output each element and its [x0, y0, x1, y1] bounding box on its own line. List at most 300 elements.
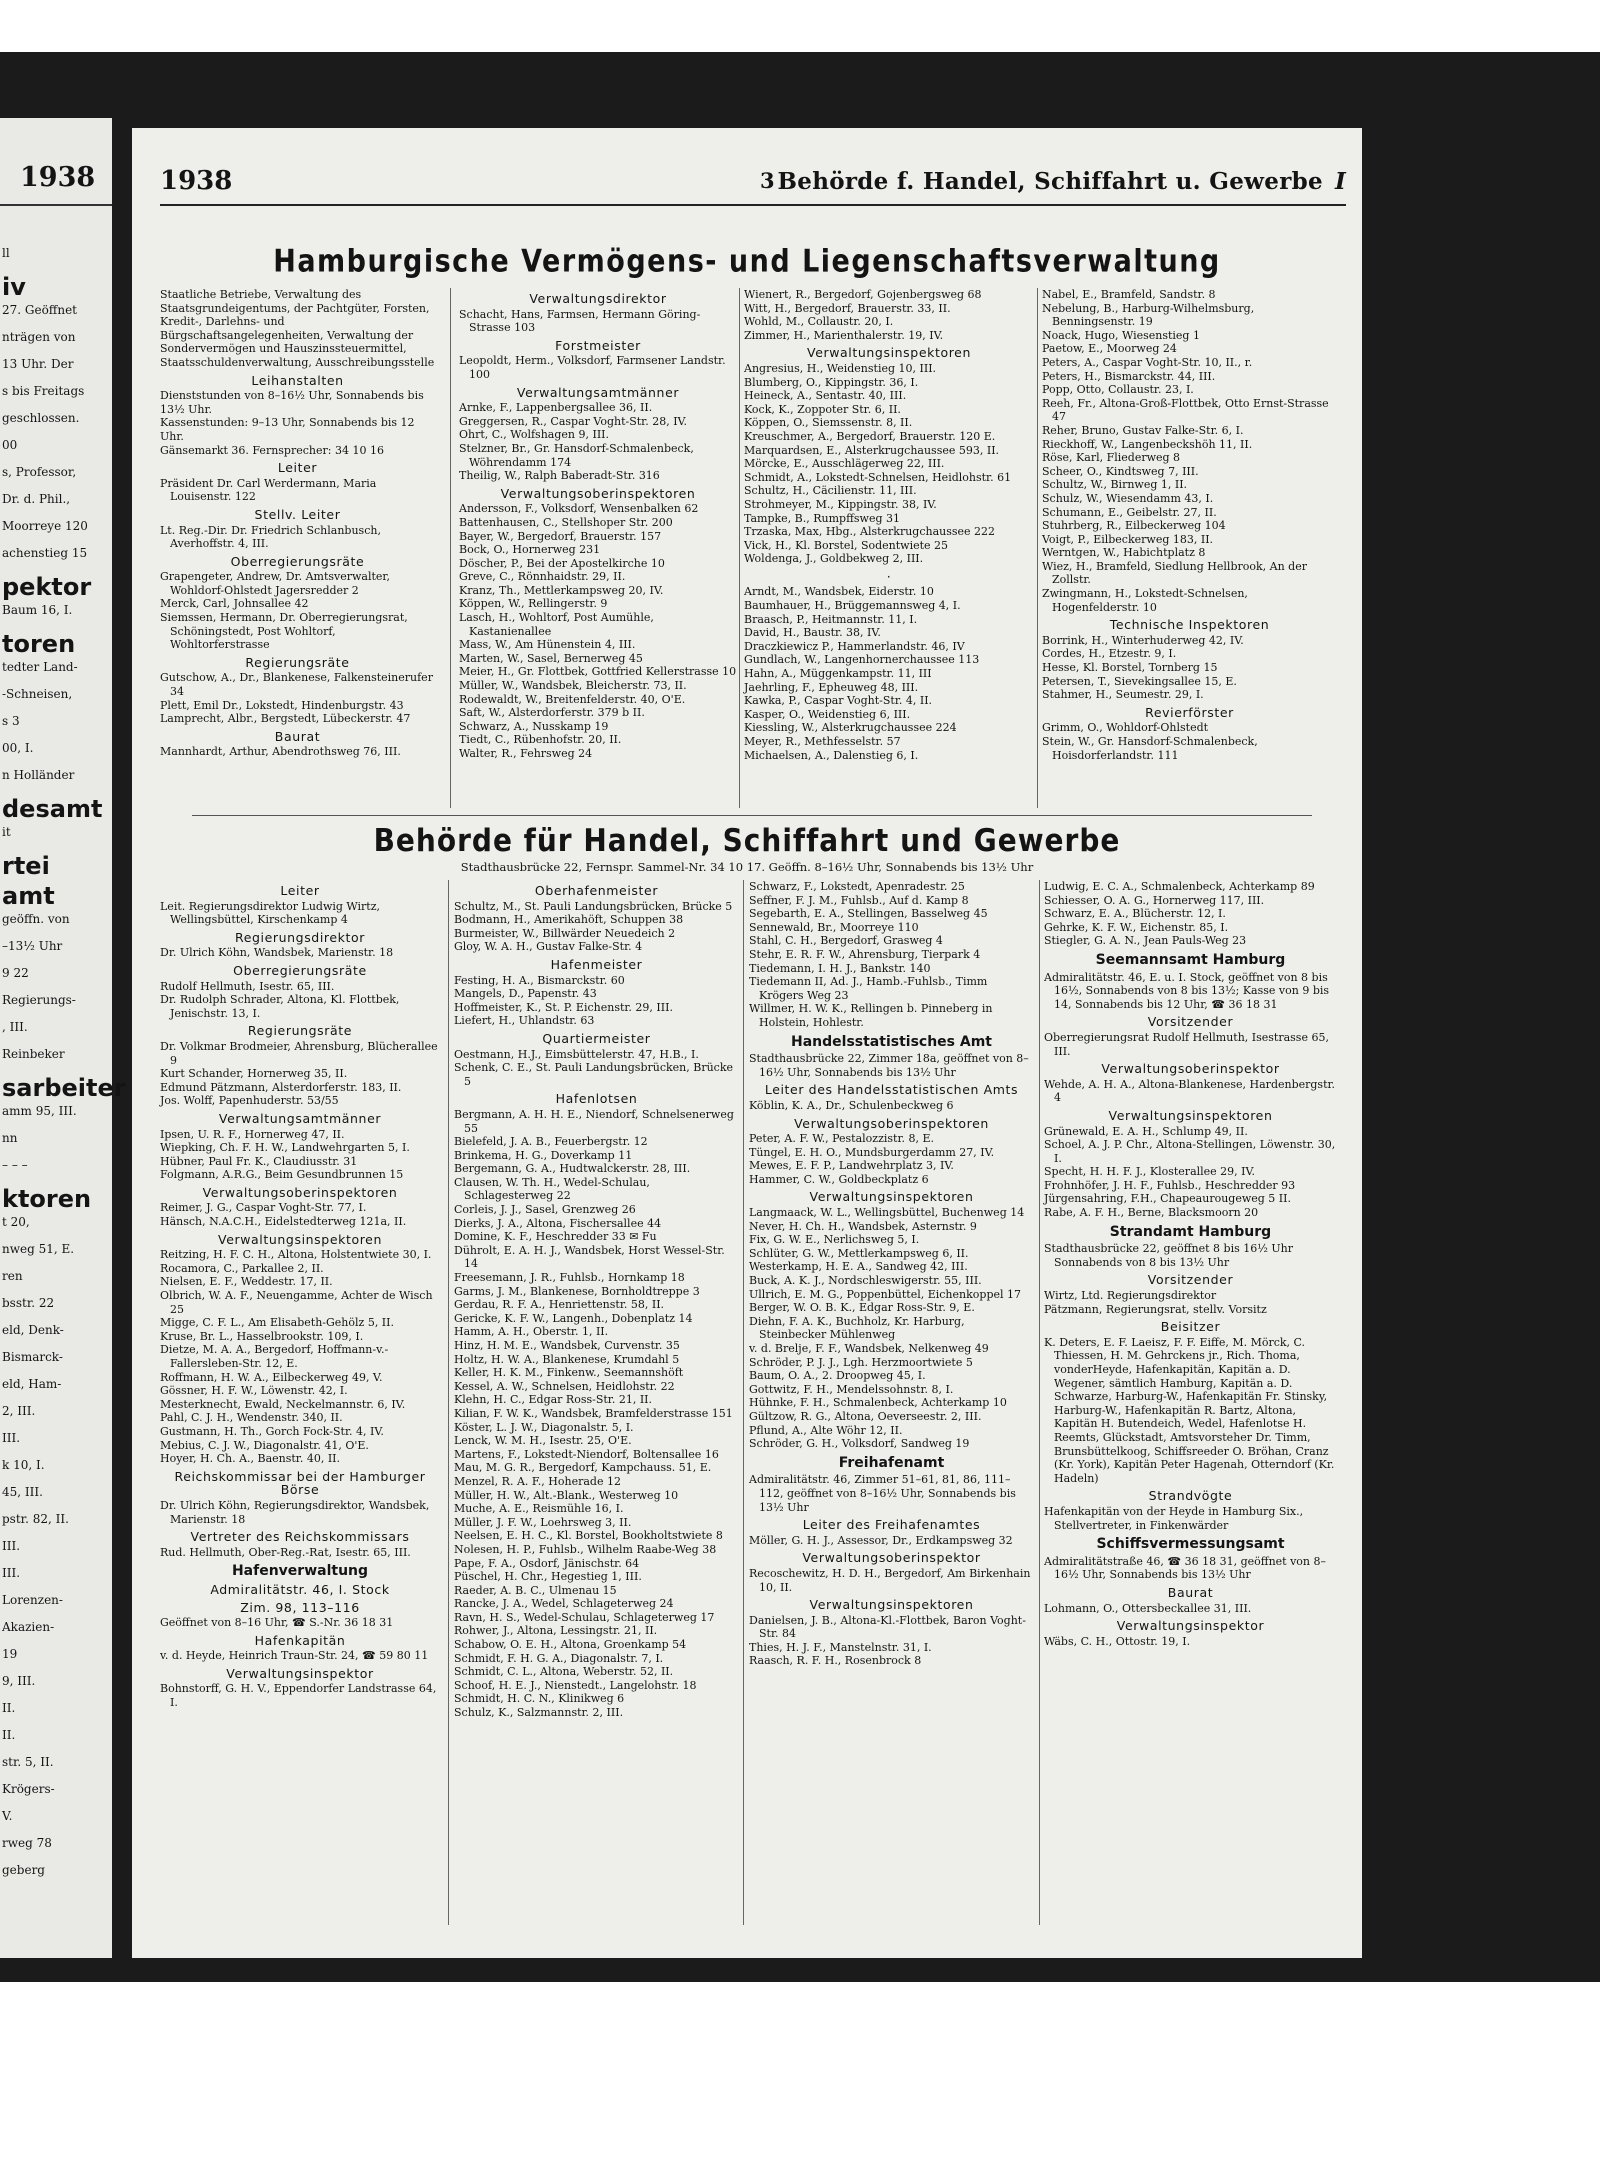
- directory-entry: Hesse, Kl. Borstel, Tornberg 15: [1042, 661, 1218, 675]
- section1-column-1: [160, 288, 435, 808]
- previous-page-fragment: Moorreye 120: [2, 519, 88, 533]
- section-heading: Revierförster: [1145, 704, 1234, 720]
- directory-entry: Wiepking, Ch. F. H. W., Landwehrgarten 5, I.: [160, 1141, 410, 1155]
- previous-page-fragment: geberg: [2, 1863, 45, 1877]
- directory-entry: Rud. Hellmuth, Ober-Reg.-Rat, Isestr. 65, III.: [160, 1545, 411, 1559]
- section-heading: Stellv. Leiter: [254, 506, 341, 522]
- directory-entry: Edmund Pätzmann, Alsterdorferstr. 183, II.: [160, 1080, 402, 1094]
- directory-entry: Wäbs, C. H., Ottostr. 19, I.: [1044, 1634, 1191, 1648]
- section-heading: Verwaltungsinspektoren: [809, 1597, 974, 1613]
- previous-page-fragment: nweg 51, E.: [2, 1242, 75, 1256]
- directory-entry: Ohrt, C., Wolfshagen 9, III.: [459, 428, 610, 442]
- directory-entry: Cordes, H., Etzestr. 9, I.: [1042, 647, 1177, 661]
- directory-entry: Never, H. Ch. H., Wandsbek, Asternstr. 9: [749, 1219, 977, 1233]
- directory-entry: Domine, K. F., Heschredder 33 ✉ Fu: [454, 1230, 657, 1244]
- directory-entry: Hübner, Paul Fr. K., Claudiusstr. 31: [160, 1154, 358, 1168]
- directory-entry: Stadthausbrücke 22, geöffnet 8 bis 16½ Uhr Sonnabends von 8 bis 13½ Uhr: [1044, 1242, 1294, 1269]
- directory-entry: Reitzing, H. F. C. H., Altona, Holstentwiete 30, I.: [160, 1248, 432, 1262]
- previous-page-fragment: geschlossen.: [2, 411, 80, 425]
- running-title: [778, 168, 1346, 195]
- section-heading: Regierungsräte: [247, 1023, 353, 1039]
- directory-entry: v. d. Brelje, F. F., Wandsbek, Nelkenweg 49: [749, 1342, 989, 1355]
- directory-entry: Stein, W., Gr. Hansdorf-Schmalenbeck, Hoisdorferlandstr. 111: [1042, 735, 1258, 762]
- previous-page-fragment: ktoren: [2, 1185, 92, 1213]
- directory-entry: Schröder, P. J. J., Lgh. Herzmoortwiete 5: [749, 1355, 973, 1369]
- directory-entry: Hahn, A., Müggenkampstr. 11, III: [744, 667, 932, 681]
- directory-entry: Rohwer, J., Altona, Lessingstr. 21, II.: [454, 1624, 658, 1638]
- section-heading: Hafenverwaltung: [231, 1563, 369, 1580]
- directory-entry: Geöffnet von 8–16 Uhr, ☎ S.-Nr. 36 18 31: [160, 1616, 394, 1630]
- directory-entry: Meyer, R., Methfesselstr. 57: [744, 735, 901, 748]
- directory-entry: Schacht, Hans, Farmsen, Hermann Göring-Strasse 103: [459, 307, 701, 335]
- directory-entry: Bielefeld, J. A. B., Feuerbergstr. 12: [454, 1135, 648, 1149]
- directory-entry: Zwingmann, H., Lokstedt-Schnelsen, Hogenfelderstr. 10: [1042, 587, 1248, 614]
- directory-entry: Schenk, C. E., St. Pauli Landungsbrücken, Brücke 5: [454, 1061, 734, 1088]
- column-divider: [448, 880, 449, 1925]
- directory-entry: Stiegler, G. A. N., Jean Pauls-Weg 23: [1044, 934, 1247, 948]
- directory-entry: Mangels, D., Papenstr. 43: [454, 987, 597, 1001]
- directory-entry: Schultz, H., Cäcilienstr. 11, III.: [744, 484, 917, 498]
- section-heading: Verwaltungsoberinspektoren: [794, 1115, 989, 1131]
- section-heading: Schiffsvermessungsamt: [1096, 1536, 1285, 1553]
- previous-page-fragment: 27. Geöffnet: [2, 303, 77, 317]
- previous-page-fragment: desamt: [2, 795, 103, 823]
- previous-page-fragment: 45, III.: [2, 1485, 43, 1499]
- section-heading: Quartiermeister: [542, 1030, 651, 1046]
- running-header: [160, 166, 1346, 200]
- directory-entry: Pape, F. A., Osdorf, Jänischstr. 64: [454, 1556, 640, 1570]
- previous-page-fragment: sarbeiter: [2, 1074, 126, 1102]
- previous-page-fragment: , III.: [2, 1020, 28, 1034]
- directory-entry: Meier, H., Gr. Flottbek, Gottfried Kellerstrasse 10: [459, 665, 737, 679]
- directory-entry: Dietze, M. A. A., Bergedorf, Hoffmann-v.-Fallersleben-Str. 12, E.: [160, 1343, 389, 1370]
- directory-entry: Schoel, A. J. P. Chr., Altona-Stellingen, Löwenstr. 30, I.: [1044, 1138, 1336, 1165]
- previous-page-fragment: Baum 16, I.: [2, 603, 73, 617]
- section2-column-2: [454, 880, 739, 1925]
- directory-entry: Kessel, A. W., Schnelsen, Heidlohstr. 22: [454, 1379, 675, 1393]
- directory-entry: Mörcke, E., Ausschlägerweg 22, III.: [744, 457, 945, 471]
- directory-entry: Grimm, O., Wohldorf-Ohlstedt: [1042, 721, 1209, 735]
- section-heading: Admiralitätstr. 46, I. Stock: [210, 1581, 390, 1597]
- section-heading: Beisitzer: [1160, 1319, 1221, 1335]
- directory-entry: Raeder, A. B. C., Ulmenau 15: [454, 1583, 617, 1597]
- directory-entry: Keller, H. K. M., Finkenw., Seemannshöft: [454, 1366, 684, 1380]
- section-heading: Regierungsdirektor: [234, 929, 366, 945]
- directory-entry: Stuhrberg, R., Eilbeckerweg 104: [1042, 519, 1226, 533]
- directory-entry: Gutschow, A., Dr., Blankenese, Falkensteinerufer 34: [160, 671, 433, 699]
- previous-page-fragment: bsstr. 22: [2, 1296, 55, 1310]
- directory-entry: Migge, C. F. L., Am Elisabeth-Gehölz 5, II.: [160, 1316, 394, 1330]
- section-heading: Verwaltungsinspektoren: [1108, 1107, 1273, 1123]
- directory-entry: Freesemann, J. R., Fuhlsb., Hornkamp 18: [454, 1271, 685, 1285]
- column-divider: [450, 288, 451, 808]
- directory-entry: Wirtz, Ltd. Regierungsdirektor: [1044, 1289, 1217, 1303]
- directory-entry: Lamprecht, Albr., Bergstedt, Lübeckerstr. 47: [160, 712, 411, 726]
- section-heading: Seemannsamt Hamburg: [1095, 951, 1286, 968]
- directory-entry: Gerdau, R. F. A., Henriettenstr. 58, II.: [454, 1298, 665, 1312]
- directory-entry: Ipsen, U. R. F., Hornerweg 47, II.: [160, 1127, 345, 1141]
- directory-entry: Strohmeyer, M., Kippingstr. 38, IV.: [744, 497, 937, 511]
- directory-entry: Hänsch, N.A.C.H., Eidelstedterweg 121a, II.: [160, 1215, 407, 1229]
- section-heading: Vorsitzender: [1147, 1272, 1234, 1288]
- directory-entry: Klehn, H. C., Edgar Ross-Str. 21, II.: [454, 1393, 653, 1407]
- previous-page-fragment: nträgen von: [2, 330, 76, 344]
- directory-entry: Roffmann, H. W. A., Eilbeckerweg 49, V.: [160, 1370, 383, 1384]
- directory-entry: Kurt Schander, Hornerweg 35, II.: [160, 1067, 348, 1081]
- directory-entry: Ullrich, E. M. G., Poppenbüttel, Eichenkoppel 17: [749, 1287, 1022, 1301]
- section-heading: Leiter des Handelsstatistischen Amts: [764, 1082, 1019, 1098]
- directory-entry: Möller, G. H. J., Assessor, Dr., Erdkampsweg 32: [749, 1533, 1013, 1547]
- directory-entry: Rabe, A. F. H., Berne, Blacksmoorn 20: [1044, 1206, 1259, 1220]
- directory-entry: Folgmann, A.R.G., Beim Gesundbrunnen 15: [160, 1168, 404, 1182]
- directory-entry: Olbrich, W. A. F., Neuengamme, Achter de Wisch 25: [160, 1289, 433, 1316]
- directory-entry: Müller, W., Wandsbek, Bleicherstr. 73, II.: [459, 679, 687, 693]
- directory-entry: Pätzmann, Regierungsrat, stellv. Vorsitz: [1044, 1302, 1267, 1316]
- previous-page-fragment: Lorenzen-: [2, 1593, 63, 1607]
- directory-entry: Michaelsen, A., Dalenstieg 6, I.: [744, 748, 919, 762]
- directory-entry: K. Deters, E. F. Laeisz, F. F. Eiffe, M. Mörck, C. Thiessen, H. M. Gehrckens jr., Rich. Thoma, vonderHeyde, Hafenkapitän, Kapitän a. D. Wegener, sämtlich Hamburg, Kapitän a. D. Schwarze, Harburg-W., Hafenkapitän Fr. Stinsky, Harburg-W., Hafenkapitän R. Bartz, Altona, Kapitän H. Butendeich, Wedel, Hafenlotse H. Reemts, Glückstadt, Amtsvorsteher Dr. Timm, Brunsbüttelkoog, Schiffsreeder O. Bröhan, Cranz (Kr. York), Kapitän Peter Hagenah, Otterndorf (Kr. Hadeln): [1044, 1335, 1335, 1485]
- directory-entry: Nolesen, H. P., Fuhlsb., Wilhelm Raabe-Weg 38: [454, 1542, 717, 1556]
- previous-page-rule: [0, 204, 112, 206]
- section-divider: [192, 815, 1312, 816]
- directory-entry: Westerkamp, H. E. A., Sandweg 42, III.: [749, 1260, 968, 1274]
- directory-entry: Muche, A. E., Reismühle 16, I.: [454, 1502, 624, 1516]
- directory-entry: Festing, H. A., Bismarckstr. 60: [454, 973, 625, 987]
- section-heading: Leihanstalten: [251, 372, 344, 388]
- directory-entry: Arnke, F., Lappenbergsallee 36, II.: [459, 401, 653, 415]
- previous-page-fragment: ren: [2, 1269, 23, 1283]
- directory-entry: Specht, H. H. F. J., Klosterallee 29, IV.: [1044, 1165, 1256, 1179]
- directory-entry: Hammer, C. W., Goldbeckplatz 6: [749, 1172, 929, 1186]
- directory-entry: Kawka, P., Caspar Voght-Str. 4, II.: [744, 694, 933, 708]
- previous-page-fragment: achenstieg 15: [2, 546, 88, 560]
- directory-entry: Siemssen, Hermann, Dr. Oberregierungsrat, Schöningstedt, Post Wohltorf, Wohltorferstrasse: [160, 611, 408, 652]
- directory-entry: Baum, O. A., 2. Droopweg 45, I.: [749, 1369, 926, 1383]
- section-heading: Verwaltungsinspektor: [1116, 1618, 1265, 1634]
- directory-entry: Blumberg, O., Kippingstr. 36, I.: [744, 375, 919, 389]
- section-heading: Forstmeister: [555, 337, 641, 353]
- directory-entry: Tiedt, C., Rübenhofstr. 20, II.: [459, 733, 622, 747]
- directory-entry: Borrink, H., Winterhuderweg 42, IV.: [1042, 633, 1244, 647]
- directory-entry: Bayer, W., Bergedorf, Brauerstr. 157: [459, 529, 662, 543]
- directory-entry: Buck, A. K. J., Nordschleswigerstr. 55, III.: [749, 1274, 982, 1288]
- section-heading: Hafenmeister: [550, 956, 643, 972]
- previous-page-fragment: geöffn. von: [2, 912, 70, 926]
- directory-entry: Kasper, O., Weidenstieg 6, III.: [744, 707, 911, 721]
- section-heading: Reichskommissar bei der Hamburger Börse: [174, 1468, 426, 1498]
- previous-page-fragment: rweg 78: [2, 1836, 52, 1850]
- directory-entry: Greggersen, R., Caspar Voght-Str. 28, IV.: [459, 414, 688, 428]
- section-heading: Technische Inspektoren: [1109, 617, 1270, 633]
- directory-entry: Kreuschmer, A., Bergedorf, Brauerstr. 120 E.: [744, 429, 996, 443]
- directory-entry: Schumann, E., Geibelstr. 27, II.: [1042, 505, 1217, 519]
- section-heading: Verwaltungsoberinspektor: [1101, 1061, 1280, 1077]
- previous-page-fragment: Reinbeker: [2, 1047, 65, 1061]
- section-heading: Verwaltungsinspektoren: [218, 1231, 382, 1247]
- directory-entry: Wienert, R., Bergedorf, Gojenbergsweg 68: [744, 288, 982, 301]
- previous-page-fragment: –13½ Uhr: [2, 939, 63, 953]
- directory-entry: Witt, H., Bergedorf, Brauerstr. 33, II.: [744, 301, 951, 315]
- directory-entry: Walter, R., Fehrsweg 24: [459, 747, 593, 760]
- directory-entry: Schwarz, E. A., Blücherstr. 12, I.: [1044, 907, 1226, 921]
- document-page: [132, 128, 1362, 1958]
- section-heading: Zim. 98, 113–116: [240, 1599, 360, 1615]
- directory-entry: Trzaska, Max, Hbg., Alsterkrugchaussee 222: [744, 525, 996, 539]
- previous-page-fragment: rtei: [2, 852, 50, 880]
- directory-entry: Paetow, E., Moorweg 24: [1042, 342, 1177, 356]
- directory-entry: Hoffmeister, K., St. P. Eichenstr. 29, III.: [454, 1000, 673, 1014]
- directory-entry: Langmaack, W. L., Wellingsbüttel, Buchenweg 14: [749, 1206, 1025, 1220]
- directory-entry: Bohnstorff, G. H. V., Eppendorfer Landstrasse 64, I.: [160, 1682, 437, 1710]
- directory-entry: Vick, H., Kl. Borstel, Sodentwiete 25: [744, 538, 949, 552]
- directory-entry: Diehn, F. A. K., Buchholz, Kr. Harburg, Steinbecker Mühlenweg: [749, 1314, 965, 1342]
- directory-entry: Kruse, Br. L., Hasselbrookstr. 109, I.: [160, 1329, 364, 1343]
- directory-entry: Jürgensahring, F.H., Chapeaurougeweg 5 II.: [1044, 1192, 1291, 1206]
- section-heading: Leiter: [280, 883, 320, 898]
- directory-entry: Oberregierungsrat Rudolf Hellmuth, Isestrasse 65, III.: [1044, 1030, 1329, 1058]
- directory-entry: Liefert, H., Uhlandstr. 63: [454, 1014, 595, 1028]
- section-heading: Oberregierungsräte: [233, 962, 367, 978]
- directory-entry: Lohmann, O., Ottersbeckallee 31, III.: [1044, 1601, 1252, 1615]
- section-heading: Verwaltungsoberinspektoren: [202, 1184, 398, 1200]
- section-heading: Baurat: [1167, 1584, 1214, 1600]
- section-heading: Verwaltungsamtmänner: [218, 1110, 382, 1126]
- directory-entry: Bergemann, G. A., Hudtwalckerstr. 28, III.: [454, 1162, 691, 1176]
- directory-entry: Reimer, J. G., Caspar Voght-Str. 77, I.: [160, 1201, 367, 1215]
- section-heading: Strandamt Hamburg: [1109, 1223, 1272, 1240]
- directory-entry: Bodmann, H., Amerikahöft, Schuppen 38: [454, 913, 684, 927]
- directory-entry: Rodewaldt, W., Breitenfelderstr. 40, O'E.: [459, 692, 686, 706]
- directory-entry: Schwarz, F., Lokstedt, Apenradestr. 25: [749, 880, 965, 893]
- previous-page-fragment: iv: [2, 273, 26, 301]
- directory-entry: Reeh, Fr., Altona-Groß-Flottbek, Otto Ernst-Strasse 47: [1042, 396, 1329, 424]
- directory-entry: Oestmann, H.J., Eimsbüttelerstr. 47, H.B., I.: [454, 1047, 699, 1061]
- directory-entry: Püschel, H. Chr., Hegestieg 1, III.: [454, 1570, 642, 1584]
- directory-entry: Schröder, G. H., Volksdorf, Sandweg 19: [749, 1437, 970, 1451]
- directory-entry: Ravn, H. S., Wedel-Schulau, Schlageterweg 17: [454, 1610, 715, 1624]
- previous-page-fragment: III.: [2, 1566, 21, 1580]
- directory-entry: David, H., Baustr. 38, IV.: [744, 626, 881, 640]
- section-heading: Verwaltungsamtmänner: [516, 384, 680, 400]
- directory-entry: Tiedemann, I. H. J., Bankstr. 140: [749, 961, 931, 975]
- directory-entry: Admiralitätstr. 46, Zimmer 51–61, 81, 86, 111–112, geöffnet von 8–16½ Uhr, Sonnabends bis 13½ Uhr: [749, 1473, 1016, 1514]
- directory-entry: Hamm, A. H., Oberstr. 1, II.: [454, 1325, 609, 1339]
- previous-page-fragment: 19: [2, 1647, 18, 1661]
- previous-page-fragment: Dr. d. Phil.,: [2, 492, 71, 506]
- directory-entry: Noack, Hugo, Wiesenstieg 1: [1042, 328, 1200, 342]
- directory-entry: Theilig, W., Ralph Baberadt-Str. 316: [459, 469, 660, 483]
- directory-entry: Gössner, H. F. W., Löwenstr. 42, I.: [160, 1384, 348, 1398]
- directory-entry: Lt. Reg.-Dir. Dr. Friedrich Schlanbusch, Averhoffstr. 4, III.: [160, 523, 381, 551]
- header-rule: [160, 204, 1346, 206]
- previous-page-fragment: amm 95, III.: [2, 1104, 77, 1118]
- directory-entry: Voigt, P., Eilbeckerweg 183, II.: [1042, 532, 1214, 546]
- section-heading: Leiter des Freihafenamtes: [802, 1517, 981, 1533]
- directory-entry: Martens, F., Lokstedt-Niendorf, Boltensallee 16: [454, 1447, 719, 1461]
- directory-entry: Baumhauer, H., Brüggemannsweg 4, I.: [744, 599, 961, 613]
- directory-entry: Stadthausbrücke 22, Zimmer 18a, geöffnet von 8–16½ Uhr, Sonnabends bis 13½ Uhr: [749, 1052, 1029, 1079]
- directory-entry: Bock, O., Hornerweg 231: [459, 543, 601, 557]
- directory-entry: Müller, J. F. W., Loehrsweg 3, II.: [454, 1515, 632, 1529]
- section2-column-4: [1044, 880, 1337, 1925]
- directory-entry: Hafenkapitän von der Heyde in Hamburg Six., Stellvertreter, in Finkenwärder: [1044, 1504, 1304, 1532]
- directory-entry: Mebius, C. J. W., Diagonalstr. 41, O'E.: [160, 1438, 369, 1452]
- directory-entry: Köppen, O., Siemssenstr. 8, II.: [744, 416, 913, 430]
- section-heading: Handelsstatistisches Amt: [791, 1033, 992, 1050]
- directory-entry: Lenck, W. M. H., Isestr. 25, O'E.: [454, 1434, 632, 1448]
- directory-entry: Tüngel, E. H. O., Mundsburgerdamm 27, IV.: [749, 1145, 995, 1159]
- directory-entry: Schwarz, A., Nusskamp 19: [459, 719, 609, 733]
- section1-column-2: [459, 288, 737, 808]
- previous-page-fragment: III.: [2, 1431, 21, 1445]
- section-heading: Verwaltungsdirektor: [529, 291, 667, 306]
- previous-page-fragment: pektor: [2, 573, 92, 601]
- directory-entry: Admiralitätstraße 46, ☎ 36 18 31, geöffnet von 8–16½ Uhr, Sonnabends bis 13½ Uhr: [1044, 1554, 1327, 1582]
- directory-entry: Plett, Emil Dr., Lokstedt, Hindenburgstr. 43: [160, 698, 404, 712]
- directory-entry: Andersson, F., Volksdorf, Wensenbalken 62: [459, 502, 699, 516]
- directory-entry: Hinz, H. M. E., Wandsbek, Curvenstr. 35: [454, 1339, 680, 1352]
- directory-entry: Schmidt, H. C. N., Klinikweg 6: [454, 1692, 625, 1706]
- section-heading: Vorsitzender: [1147, 1014, 1234, 1030]
- directory-entry: Dr. Rudolph Schrader, Altona, Kl. Flottbek, Jenischstr. 13, I.: [160, 993, 400, 1020]
- directory-entry: Gundlach, W., Langenhornerchaussee 113: [744, 653, 980, 667]
- directory-entry: Petersen, T., Sievekingsallee 15, E.: [1042, 674, 1237, 688]
- directory-entry: Thies, H. J. F., Manstelnstr. 31, I.: [749, 1640, 932, 1654]
- directory-entry: Schiesser, O. A. G., Hornerweg 117, III.: [1044, 893, 1265, 907]
- directory-entry: Rocamora, C., Parkallee 2, II.: [160, 1261, 324, 1275]
- directory-entry: Peter, A. F. W., Pestalozzistr. 8, E.: [749, 1132, 935, 1146]
- directory-entry: Popp, Otto, Collaustr. 23, I.: [1042, 383, 1194, 397]
- directory-entry: Pahl, C. J. H., Wendenstr. 340, II.: [160, 1411, 343, 1425]
- directory-entry: Heineck, A., Sentastr. 40, III.: [744, 389, 907, 403]
- section-heading: Hafenlotsen: [555, 1091, 638, 1107]
- directory-entry: Battenhausen, C., Stellshoper Str. 200: [459, 515, 673, 529]
- directory-entry: Tampke, B., Rumpffsweg 31: [744, 511, 901, 525]
- directory-entry: Peters, A., Caspar Voght-Str. 10, II., r.: [1042, 355, 1253, 369]
- section2-column-1: [160, 880, 440, 1925]
- column-divider: [743, 880, 744, 1925]
- previous-page-fragment: t 20,: [2, 1215, 30, 1229]
- section-heading: Strandvögte: [1148, 1488, 1233, 1504]
- page-number: 3: [760, 168, 775, 193]
- previous-page-fragment: k 10, I.: [2, 1458, 45, 1472]
- directory-entry: Reher, Bruno, Gustav Falke-Str. 6, I.: [1042, 423, 1244, 437]
- directory-entry: Sennewald, Br., Moorreye 110: [749, 920, 919, 934]
- body-text: Gänsemarkt 36. Fernsprecher: 34 10 16: [160, 443, 384, 457]
- directory-entry: Frohnhöfer, J. H. F., Fuhlsb., Heschredder 93: [1044, 1178, 1296, 1192]
- directory-entry: Nabel, E., Bramfeld, Sandstr. 8: [1042, 288, 1216, 301]
- directory-entry: Schmidt, C. L., Altona, Weberstr. 52, II.: [454, 1665, 674, 1679]
- directory-entry: Mewes, E. F. P., Landwehrplatz 3, IV.: [749, 1159, 954, 1173]
- directory-entry: Leopoldt, Herm., Volksdorf, Farmsener Landstr. 100: [459, 354, 726, 381]
- directory-entry: Garms, J. M., Blankenese, Bornholdtreppe 3: [454, 1284, 700, 1298]
- directory-entry: Greve, C., Rönnhaidstr. 29, II.: [459, 570, 626, 584]
- previous-page-fragment: II.: [2, 1728, 16, 1742]
- section-heading: Verwaltungsoberinspektor: [802, 1550, 981, 1566]
- directory-entry: Stahl, C. H., Bergedorf, Grasweg 4: [749, 934, 943, 948]
- previous-page-fragment: Bismarck-: [2, 1350, 63, 1364]
- directory-entry: Segebarth, E. A., Stellingen, Basselweg 45: [749, 907, 988, 921]
- previous-page-fragment: Regierungs-: [2, 993, 76, 1007]
- directory-entry: Schmidt, A., Lokstedt-Schnelsen, Heidlohstr. 61: [744, 470, 1012, 484]
- section-heading: Verwaltungsinspektor: [226, 1665, 374, 1681]
- previous-page-year: 1938: [20, 162, 96, 193]
- directory-entry: Seffner, F. J. M., Fuhlsb., Auf d. Kamp 8: [749, 893, 969, 907]
- previous-page-fragment: 9, III.: [2, 1674, 36, 1688]
- previous-page-fragment: -Schneisen,: [2, 687, 73, 701]
- directory-entry: Gustmann, H. Th., Gorch Fock-Str. 4, IV.: [160, 1424, 384, 1438]
- directory-entry: Hoyer, H. Ch. A., Baenstr. 40, II.: [160, 1452, 341, 1466]
- section-heading: Verwaltungsinspektoren: [809, 1189, 974, 1205]
- body-text: Kassenstunden: 9–13 Uhr, Sonnabends bis 12 Uhr.: [160, 416, 415, 443]
- directory-entry: Recoschewitz, H. D. H., Bergedorf, Am Birkenhain 10, II.: [749, 1566, 1031, 1594]
- directory-entry: Angresius, H., Weidenstieg 10, III.: [744, 361, 937, 375]
- directory-entry: Kiessling, W., Alsterkrugchaussee 224: [744, 721, 957, 735]
- directory-entry: Marten, W., Sasel, Bernerweg 45: [459, 651, 643, 665]
- section-heading: Oberhafenmeister: [534, 883, 659, 898]
- section-heading: Freihafenamt: [838, 1454, 945, 1471]
- section-heading: ·: [886, 568, 892, 584]
- directory-entry: Scheer, O., Kindtsweg 7, III.: [1042, 464, 1199, 478]
- directory-entry: Woldenga, J., Goldbekweg 2, III.: [744, 552, 924, 566]
- directory-entry: Burmeister, W., Billwärder Neuedeich 2: [454, 926, 676, 940]
- directory-entry: Dr. Ulrich Köhn, Regierungsdirektor, Wandsbek, Marienstr. 18: [160, 1498, 430, 1526]
- directory-entry: Dierks, J. A., Altona, Fischersallee 44: [454, 1216, 662, 1230]
- directory-entry: Bergmann, A. H. H. E., Niendorf, Schnelsenerweg 55: [454, 1107, 734, 1135]
- directory-entry: Kock, K., Zoppoter Str. 6, II.: [744, 402, 901, 416]
- previous-page-fragment: s, Professor,: [2, 465, 77, 479]
- directory-entry: Rieckhoff, W., Langenbeckshöh 11, II.: [1042, 437, 1253, 451]
- previous-page-fragment: s bis Freitags: [2, 384, 85, 398]
- directory-entry: Zimmer, H., Marienthalerstr. 19, IV.: [744, 328, 944, 342]
- directory-entry: Clausen, W. Th. H., Wedel-Schulau, Schlagesterweg 22: [454, 1175, 650, 1203]
- section2-title: Behörde für Handel, Schiffahrt und Gewerbe: [373, 822, 1121, 859]
- directory-entry: Jaehrling, F., Epheuweg 48, III.: [744, 680, 919, 694]
- column-divider: [1039, 880, 1040, 1925]
- previous-page-fragment: amt: [2, 882, 55, 910]
- previous-page-fragment: toren: [2, 630, 76, 658]
- directory-entry: Müller, H. W., Alt.-Blank., Westerweg 10: [454, 1488, 679, 1502]
- directory-entry: Wehde, A. H. A., Altona-Blankenese, Hardenbergstr. 4: [1044, 1077, 1336, 1105]
- section1-column-4: [1042, 288, 1337, 808]
- section-heading: Verwaltungsoberinspektoren: [500, 485, 696, 501]
- directory-entry: Willmer, H. W. K., Rellingen b. Pinneberg in Holstein, Hohlestr.: [749, 1002, 993, 1029]
- directory-entry: Gehrke, K. F. W., Eichenstr. 85, I.: [1044, 920, 1229, 934]
- directory-entry: Wohld, M., Collaustr. 20, I.: [744, 315, 894, 329]
- directory-entry: Tiedemann II, Ad. J., Hamb.-Fuhlsb., Timm Krögers Weg 23: [749, 975, 988, 1002]
- directory-entry: Mannhardt, Arthur, Abendrothsweg 76, III.: [160, 745, 401, 759]
- directory-entry: Braasch, P., Heitmannstr. 11, I.: [744, 612, 918, 626]
- directory-entry: Ludwig, E. C. A., Schmalenbeck, Achterkamp 89: [1044, 880, 1315, 893]
- directory-entry: Saft, W., Alsterdorferstr. 379 b II.: [459, 706, 645, 720]
- directory-entry: Nebelung, B., Harburg-Wilhelmsburg, Benningsenstr. 19: [1042, 301, 1255, 329]
- directory-entry: Schulz, W., Wiesendamm 43, I.: [1042, 491, 1214, 505]
- directory-entry: Schlüter, G. W., Mettlerkampsweg 6, II.: [749, 1246, 969, 1260]
- directory-entry: Grünewald, E. A. H., Schlump 49, II.: [1044, 1124, 1248, 1138]
- directory-entry: Hühnke, F. H., Schmalenbeck, Achterkamp 10: [749, 1396, 1007, 1410]
- directory-entry: Berger, W. O. B. K., Edgar Ross-Str. 9, E.: [749, 1301, 975, 1315]
- section-heading: Leiter: [277, 460, 318, 476]
- previous-page-fragment: 13 Uhr. Der: [2, 357, 74, 371]
- directory-entry: Mass, W., Am Hünenstein 4, III.: [459, 638, 636, 652]
- directory-entry: Präsident Dr. Carl Werdermann, Maria Louisenstr. 122: [160, 476, 377, 504]
- part-numeral: I: [1334, 168, 1346, 195]
- previous-page-strip: [0, 118, 126, 1958]
- directory-entry: Raasch, R. F. H., Rosenbrock 8: [749, 1654, 922, 1668]
- directory-entry: Schultz, W., Birnweg 1, II.: [1042, 478, 1188, 492]
- directory-entry: Kilian, F. W. K., Wandsbek, Bramfelderstrasse 151: [454, 1406, 733, 1420]
- directory-entry: Köppen, W., Rellingerstr. 9: [459, 597, 608, 611]
